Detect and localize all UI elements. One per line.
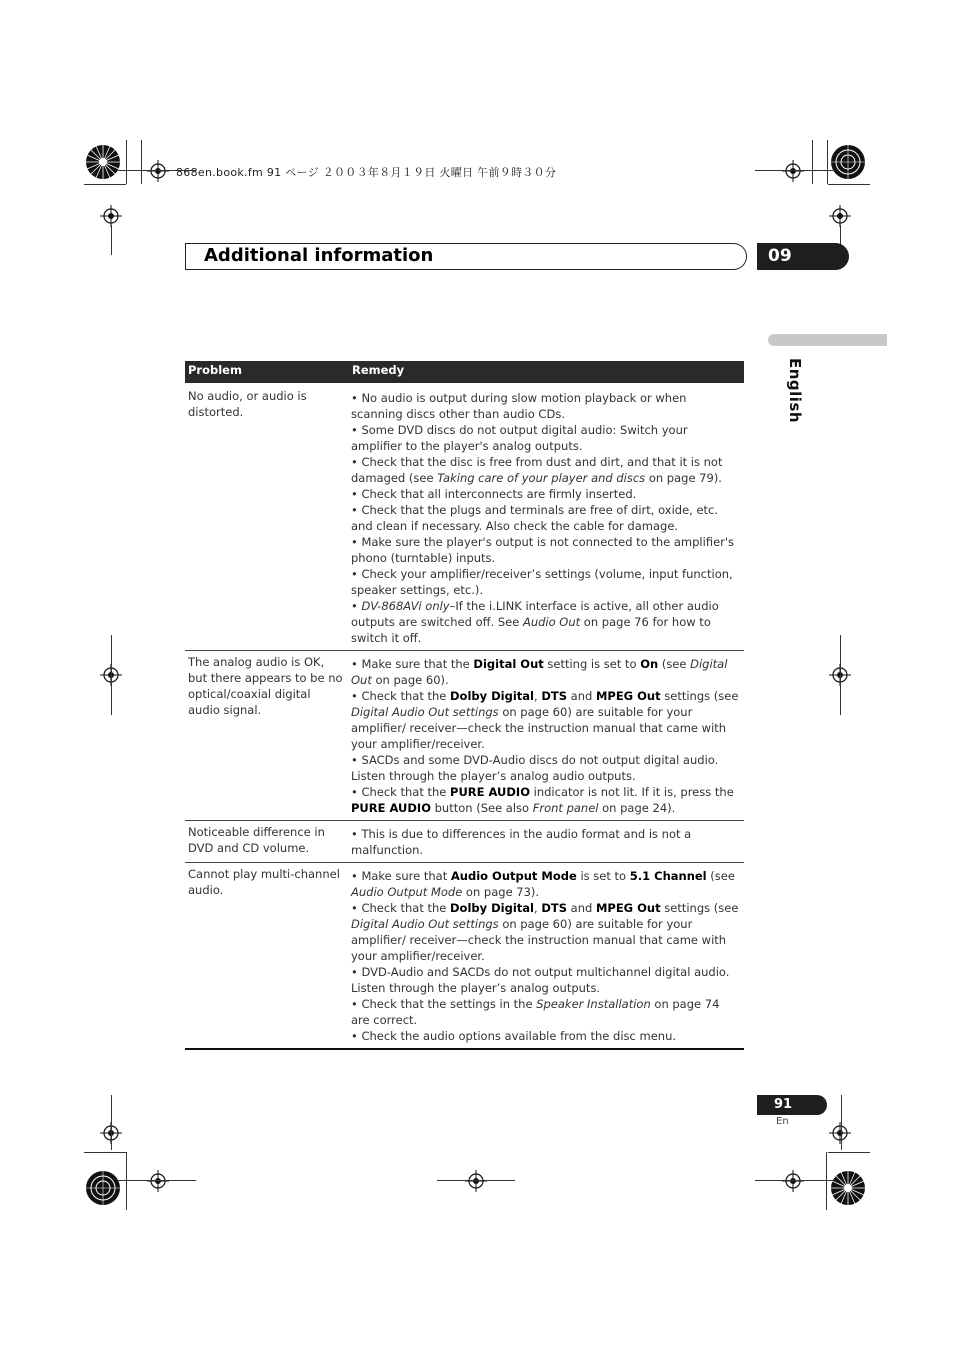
remedy-text: Digital Audio Out settings [351,917,499,931]
remedy-text: • Check that the [351,689,451,703]
remedy-item [351,688,739,752]
remedy-text: –If the i.LINK interface is active, all other audio outputs are switched off. See [351,599,719,629]
crosshair-icon [465,1170,487,1192]
remedy-text: settings (see [660,689,739,703]
table-row [185,383,744,651]
remedy-text: Audio Output Mode [351,885,463,899]
remedy-text: DV-868AVi only [361,599,450,613]
remedy-text: on page 73). [462,885,540,899]
remedy-text: • [351,599,362,613]
remedy-text: • Check that the [351,901,451,915]
remedy-text: • Check that the plugs and terminals are free of dirt, oxide, etc. and clean if necessary. Also check the cable for damage. [351,503,719,533]
starburst-icon [84,143,122,181]
remedy-item [351,868,739,900]
remedy-text: Speaker Installation [536,997,651,1011]
remedy-item [351,422,739,454]
remedy-text: Digital Audio Out settings [351,705,499,719]
remedy-text: , [534,901,542,915]
remedy-item [351,390,739,422]
crosshair-icon [147,1170,169,1192]
remedy-item [351,826,739,858]
remedy-text: on page 60). [371,673,449,687]
remedy-text: Front panel [532,801,599,815]
remedy-text: • Check that the [351,785,451,799]
remedy-text: • Make sure that the [351,657,474,671]
remedy-text: PURE AUDIO [450,785,530,799]
remedy-text: Dolby Digital [450,901,534,915]
starburst-icon [829,1169,867,1207]
header-problem: Problem [188,363,242,377]
remedy-item [351,534,739,566]
starburst-icon [84,1169,122,1207]
language-tab [768,334,887,346]
remedy-text: • Check that all interconnects are firmly inserted. [351,487,637,501]
remedy-item [351,566,739,598]
remedy-item [351,996,739,1028]
remedy-text: is set to [576,869,630,883]
remedy-item [351,486,739,502]
file-info-line: 868en.book.fm 91 ページ ２００３年８月１９日 火曜日 午前９時３０分 [176,166,557,179]
remedy-item [351,656,739,688]
table-row [185,863,744,1050]
remedy-text: Audio Output Mode [450,869,577,883]
table-row [185,651,744,821]
remedy-text: and [567,901,596,915]
remedy-text: on page 60) are suitable for your amplifier/ receiver—check the instruction manual that came with your amplifier/receiver. [351,917,727,963]
page-language-code: En [776,1116,789,1127]
table-header [185,361,744,383]
remedy-text: • Make sure the player's output is not connected to the amplifier's phono (turntable) inputs. [351,535,735,565]
remedy-text: • Make sure that [351,869,451,883]
remedy-text: • DVD-Audio and SACDs do not output multichannel digital audio. Listen through the player’s analog outputs. [351,965,730,995]
remedy-text: on page 76 for how to switch it off. [351,615,711,645]
remedy-text: • Some DVD discs do not output digital audio: Switch your amplifier to the player's analog outputs. [351,423,688,453]
remedy-text: setting is set to [543,657,641,671]
header-remedy: Remedy [352,363,405,377]
remedy-text: Digital Out [473,657,544,671]
remedy-text: • Check that the settings in the [351,997,537,1011]
crosshair-icon [782,1170,804,1192]
remedy-text: on page 24). [598,801,676,815]
remedy-text: indicator is not lit. If it is, press the [529,785,734,799]
crosshair-icon [147,160,169,182]
remedy-text: • This is due to differences in the audio format and is not a malfunction. [351,827,692,857]
remedy-text: (see [658,657,691,671]
crosshair-icon [100,205,122,227]
troubleshooting-table [185,361,744,1050]
remedy-text: settings (see [660,901,739,915]
remedy-text: Taking care of your player and discs [437,471,646,485]
remedy-text: • No audio is output during slow motion playback or when scanning discs other than audio CDs. [351,391,687,421]
problem-cell: Noticeable difference in DVD and CD volume. [188,825,325,855]
remedy-cell [351,866,739,1048]
remedy-item [351,502,739,534]
crosshair-icon [829,205,851,227]
remedy-item [351,454,739,486]
table-body [185,383,744,1050]
remedy-text: MPEG Out [595,901,661,915]
remedy-item [351,900,739,964]
starburst-icon [829,143,867,181]
crosshair-icon [782,160,804,182]
remedy-text: DTS [541,689,567,703]
remedy-text: on page 60) are suitable for your amplifier/ receiver—check the instruction manual that came with your amplifier/receiver. [351,705,727,751]
remedy-text: DTS [541,901,567,915]
remedy-text: • Check the audio options available from the disc menu. [351,1029,677,1043]
remedy-text: Dolby Digital [450,689,534,703]
crosshair-icon [829,1122,851,1144]
remedy-text: , [534,689,542,703]
remedy-text: • Check your amplifier/receiver’s settings (volume, input function, speaker settings, etc.). [351,567,733,597]
problem-cell: No audio, or audio is distorted. [188,389,307,419]
remedy-text: Digital Out [351,657,728,687]
remedy-text: button (See also [430,801,533,815]
remedy-item [351,1028,739,1044]
page-number: 91 [774,1097,793,1112]
remedy-cell [351,824,739,862]
remedy-text: (see [706,869,735,883]
remedy-text: and [567,689,596,703]
remedy-item [351,752,739,784]
remedy-text: • Check that the disc is free from dust and dirt, and that it is not damaged (see [351,455,723,485]
remedy-item [351,964,739,996]
remedy-text: PURE AUDIO [351,801,431,815]
remedy-text: On [640,657,659,671]
remedy-text: MPEG Out [595,689,661,703]
remedy-cell [351,654,739,820]
remedy-text: Audio Out [522,615,581,629]
remedy-cell [351,388,739,650]
table-row [185,821,744,863]
remedy-text: on page 74 are correct. [351,997,720,1027]
problem-cell: Cannot play multi-channel audio. [188,867,340,897]
section-title: Additional information [204,245,434,266]
chapter-number: 09 [768,246,792,266]
remedy-text: on page 79). [645,471,722,485]
remedy-text: 5.1 Channel [629,869,707,883]
language-label: English [786,358,804,424]
remedy-item [351,784,739,816]
problem-cell: The analog audio is OK, but there appears to be no optical/coaxial digital audio signal. [188,655,343,717]
remedy-text: • SACDs and some DVD-Audio discs do not output digital audio. Listen through the player’s analog audio outputs. [351,753,719,783]
remedy-item [351,598,739,646]
